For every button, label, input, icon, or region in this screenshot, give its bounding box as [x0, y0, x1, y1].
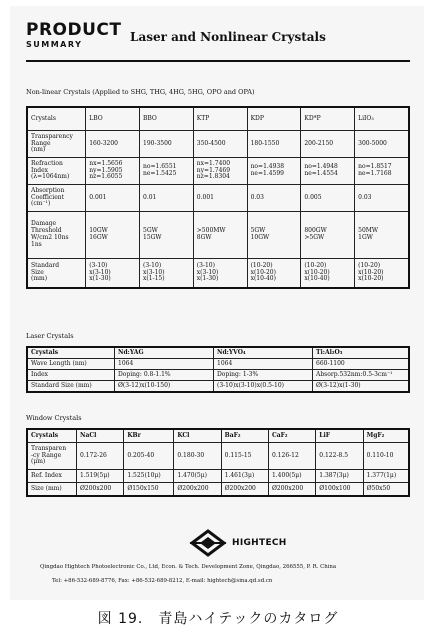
crystal-name: KDP	[247, 107, 301, 131]
table-cell: >500MW 8GW	[193, 212, 247, 259]
column-header: MgF₂	[363, 429, 409, 443]
table-cell: 180-1550	[247, 131, 301, 158]
table-cell: 0.122-8.5	[316, 443, 363, 470]
table-cell: Ø200x200	[174, 483, 221, 497]
column-header: Crystals	[27, 429, 77, 443]
table-cell: 0.03	[247, 185, 301, 212]
table-cell: no=1.4948 ne=1.4554	[301, 158, 355, 185]
column-header: LiF	[316, 429, 363, 443]
summary-heading: SUMMARY	[26, 40, 83, 49]
nonlinear-table	[26, 106, 410, 289]
crystal-name: KTP	[193, 107, 247, 131]
table-cell: 1.525(10μ)	[124, 470, 174, 483]
table-row	[27, 359, 409, 370]
table-row	[27, 131, 409, 158]
table-cell: Ø200x200	[268, 483, 315, 497]
table-cell: 0.180-30	[174, 443, 221, 470]
column-header: CaF₂	[268, 429, 315, 443]
row-header: Transparency Range (nm)	[27, 131, 86, 158]
table-cell: 1064	[214, 359, 313, 370]
table-cell: (3-10) x(3-10) x(1-15)	[140, 259, 194, 289]
row-header: Transparen -cy Range (μm)	[27, 443, 77, 470]
table-cell: (10-20) x(10-20) x(10-40)	[247, 259, 301, 289]
crystal-name: BBO	[140, 107, 194, 131]
crystal-name: LBO	[86, 107, 140, 131]
product-heading: PRODUCT	[26, 20, 122, 40]
column-header: KBr	[124, 429, 174, 443]
laser-table	[26, 346, 410, 393]
table-cell: 1.387(3μ)	[316, 470, 363, 483]
table-cell: no=1.6551 ne=1.5425	[140, 158, 194, 185]
table-cell: 200-2150	[301, 131, 355, 158]
table-row	[27, 443, 409, 470]
table-cell: Ø150x150	[124, 483, 174, 497]
header-rule	[26, 60, 410, 62]
table-cell: Ø50x50	[363, 483, 409, 497]
table-cell: (3-10) x(3-10) x(1-30)	[193, 259, 247, 289]
table-cell: 1064	[115, 359, 214, 370]
table-row	[27, 212, 409, 259]
table-cell: 1.461(3μ)	[221, 470, 268, 483]
table-cell: 300-5000	[355, 131, 409, 158]
column-header: NaCl	[77, 429, 124, 443]
table-cell: 160-3200	[86, 131, 140, 158]
table-cell: 0.126-12	[268, 443, 315, 470]
table-cell: 1.519(5μ)	[77, 470, 124, 483]
row-header: Index	[27, 370, 115, 381]
table-cell: 0.110-10	[363, 443, 409, 470]
row-header: Standard Size (mm)	[27, 381, 115, 393]
table-cell: 0.001	[193, 185, 247, 212]
table-cell: 1.470(5μ)	[174, 470, 221, 483]
table-row	[27, 381, 409, 393]
table-cell: (3-10) x(3-10) x(1-30)	[86, 259, 140, 289]
table-cell: Ø200x200	[77, 483, 124, 497]
table-row	[27, 107, 409, 131]
catalog-page	[10, 6, 424, 600]
table-cell: nx=1.5656 ny=1.5905 nz=1.6055	[86, 158, 140, 185]
window-table	[26, 428, 410, 497]
table-row	[27, 370, 409, 381]
table-cell: 5GW 15GW	[140, 212, 194, 259]
nonlinear-heading: Non-linear Crystals (Applied to SHG, THG, 4HG, 5HG, OPO and OPA)	[26, 88, 255, 96]
table-cell: Ø(3-12)x(10-150)	[115, 381, 214, 393]
column-header: Crystals	[27, 347, 115, 359]
table-cell: Ø100x100	[316, 483, 363, 497]
window-heading: Window Crystals	[26, 414, 82, 422]
table-cell: (3-10)x(3-10)x(0.5-10)	[214, 381, 313, 393]
crystal-name: LiIO₃	[355, 107, 409, 131]
table-cell: Absorp.532nm:0.5-3cm⁻¹	[313, 370, 410, 381]
row-header: Size (mm)	[27, 483, 77, 497]
table-cell: no=1.8517 ne=1.7168	[355, 158, 409, 185]
table-cell: no=1.4938 ne=1.4599	[247, 158, 301, 185]
table-cell: (10-20) x(10-20) x(10-40)	[301, 259, 355, 289]
column-header: Ti:Al₂O₃	[313, 347, 410, 359]
table-cell: Ø200x200	[221, 483, 268, 497]
table-row	[27, 470, 409, 483]
table-cell: 0.205-40	[124, 443, 174, 470]
table-cell: 0.115-15	[221, 443, 268, 470]
table-cell: 1.377(1μ)	[363, 470, 409, 483]
table-row	[27, 185, 409, 212]
column-header: Nd:YAG	[115, 347, 214, 359]
logo-text: HIGHTECH	[232, 538, 287, 548]
row-header: Refraction Index (λ=1064nm)	[27, 158, 86, 185]
table-row	[27, 347, 409, 359]
row-header: Wave Length (nm)	[27, 359, 115, 370]
figure-caption: 図 19. 青島ハイテックのカタログ	[97, 611, 339, 627]
row-header: Crystals	[27, 107, 86, 131]
table-cell: 190-3500	[140, 131, 194, 158]
row-header: Damage Threshold W/cm2 10ns 1ns	[27, 212, 86, 259]
table-cell: 800GW >5GW	[301, 212, 355, 259]
table-cell: 5GW 10GW	[247, 212, 301, 259]
table-cell: 350-4500	[193, 131, 247, 158]
crystal-name: KD*P	[301, 107, 355, 131]
company-logo	[188, 528, 410, 558]
table-cell: Doping: 1-3%	[214, 370, 313, 381]
table-cell: 10GW 16GW	[86, 212, 140, 259]
table-row	[27, 483, 409, 497]
table-cell: 1.400(5μ)	[268, 470, 315, 483]
table-cell: Doping: 0.8-1.1%	[115, 370, 214, 381]
table-cell: 0.01	[140, 185, 194, 212]
row-header: Standard Size (mm)	[27, 259, 86, 289]
hightech-logo-icon	[188, 528, 228, 558]
table-row	[27, 429, 409, 443]
row-header: Ref. Index	[27, 470, 77, 483]
laser-heading: Laser Crystals	[26, 332, 74, 340]
table-cell: Ø(3-12)x(1-30)	[313, 381, 410, 393]
table-row	[27, 158, 409, 185]
table-cell: 0.172-26	[77, 443, 124, 470]
table-cell: 660-1100	[313, 359, 410, 370]
table-cell: 0.03	[355, 185, 409, 212]
table-cell: 0.001	[86, 185, 140, 212]
column-header: BaF₂	[221, 429, 268, 443]
table-cell: 0.005	[301, 185, 355, 212]
company-address: Qingdao Hightech Photoelectronic Co., Ltd, Econ. & Tech. Development Zone, Qingdao, 266555, P. R. China	[40, 564, 337, 570]
table-cell: (10-20) x(10-20) x(10-20)	[355, 259, 409, 289]
table-cell: 50MW 1GW	[355, 212, 409, 259]
table-cell: nx=1.7400 ny=1.7469 nz=1.8304	[193, 158, 247, 185]
company-contact: Tel: +86-532-689-8776, Fax: +86-532-689-8212, E-mail: hightech@sina.qd.sd.cn	[52, 578, 273, 584]
column-header: KCl	[174, 429, 221, 443]
table-row	[27, 259, 409, 289]
row-header: Absorption Coefficient (cm⁻¹)	[27, 185, 86, 212]
column-header: Nd:YVO₄	[214, 347, 313, 359]
catalog-title: Laser and Nonlinear Crystals	[130, 30, 326, 44]
